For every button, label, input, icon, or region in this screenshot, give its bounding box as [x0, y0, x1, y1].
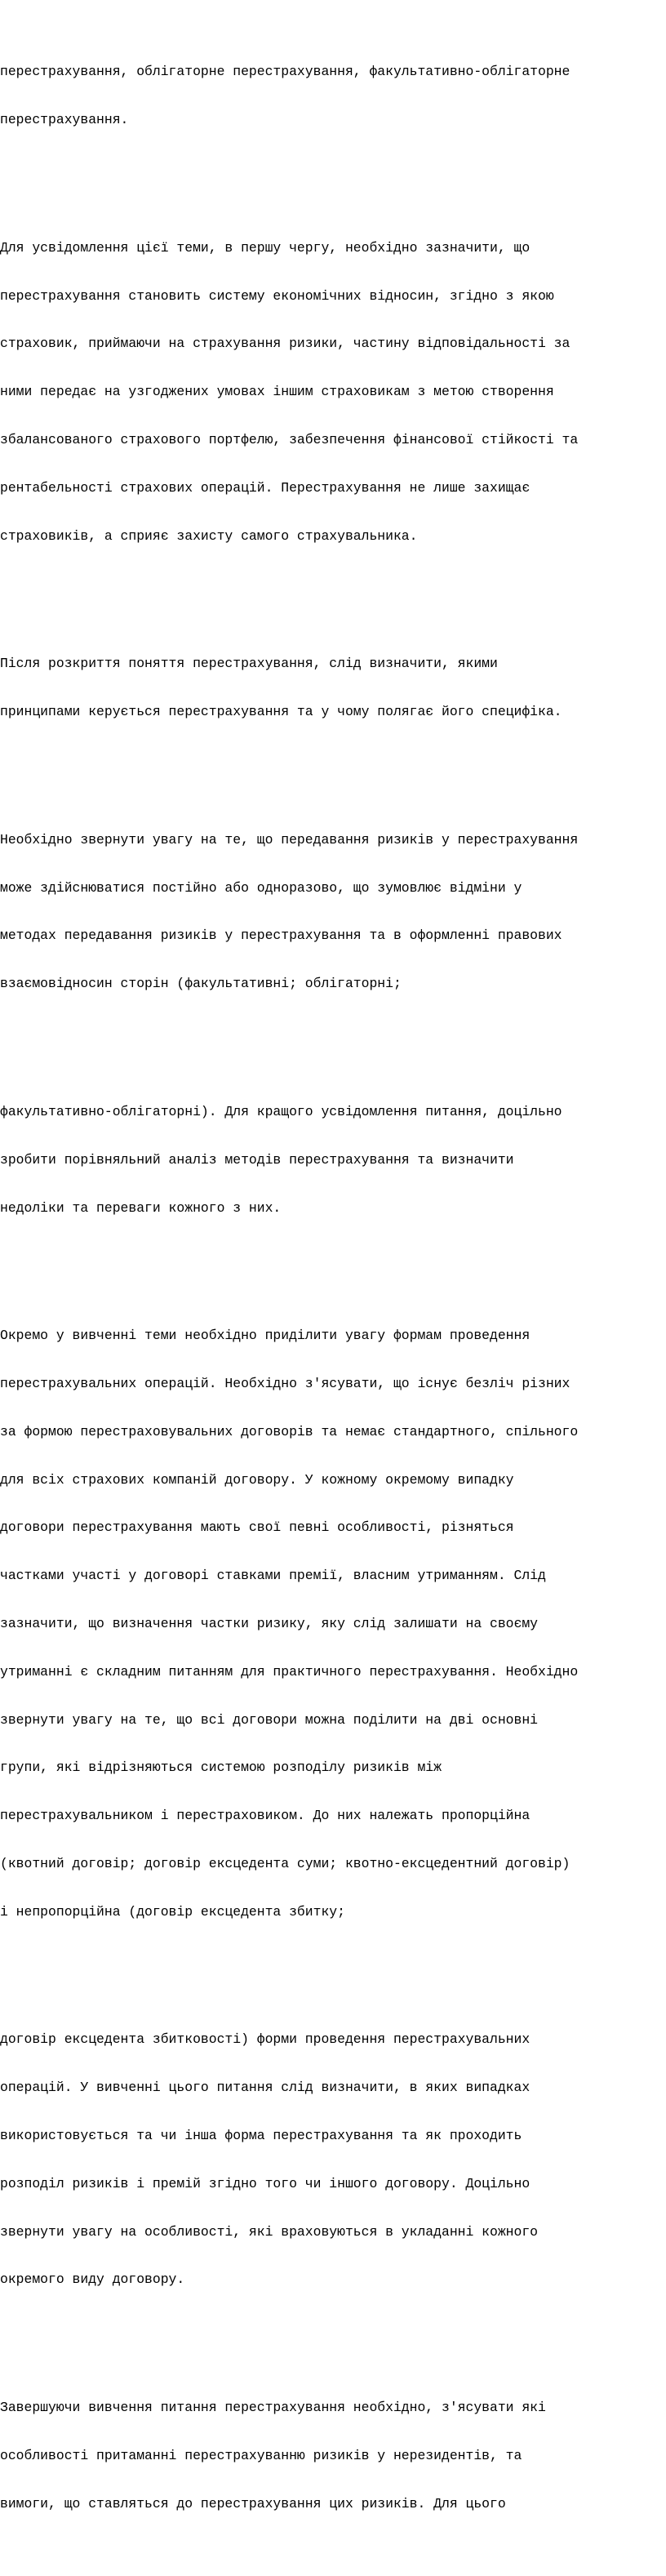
text-line: Окремо у вивченні теми необхідно приділити увагу формам проведення — [0, 1328, 531, 1344]
text-line: утриманні є складним питанням для практичного перестрахування. Необхідно — [0, 1663, 579, 1680]
paragraph-1 — [0, 32, 666, 160]
paragraph-6 — [0, 1296, 666, 1951]
text-line: Завершуючи вивчення питання перестрахування необхідно, з'ясувати які — [0, 2400, 546, 2416]
text-line: вимоги, що ставляться до перестрахування цих ризиків. Для цього — [0, 2495, 506, 2511]
text-line: зазначити, що визначення частки ризику, яку слід залишати на своєму — [0, 1615, 539, 1631]
text-line: перестрахувальних операцій. Необхідно з'ясувати, що існує безліч різних — [0, 1376, 571, 1392]
text-line: для всіх страхових компаній договору. У кожному окремому випадку — [0, 1471, 514, 1488]
text-line: і непропорційна (договір ексцедента збитку; — [0, 1903, 345, 1920]
text-line: перестрахування, облігаторне перестрахування, факультативно-облігаторне — [0, 64, 571, 80]
text-line: страховик, приймаючи на страхування ризики, частину відповідальності за — [0, 336, 571, 352]
text-line: операцій. У вивченні цього питання слід визначити, в яких випадках — [0, 2080, 531, 2096]
paragraph-4 — [0, 800, 666, 1024]
text-line: рентабельності страхових операцій. Перестрахування не лише захищає — [0, 479, 531, 496]
text-line: договори перестрахування мають свої певні особливості, різняться — [0, 1519, 514, 1536]
text-line: звернути увагу на особливості, які враховуються в укладанні кожного — [0, 2223, 539, 2240]
text-line: групи, які відрізняються системою розподілу ризиків між — [0, 1760, 442, 1776]
text-line: Для усвідомлення цієї теми, в першу чергу, необхідно зазначити, що — [0, 239, 531, 256]
paragraph-8 — [0, 2368, 666, 2544]
text-line: методах передавання ризиків у перестрахування та в оформленні правових — [0, 928, 562, 944]
text-line: Необхідно звернути увагу на те, що передавання ризиків у перестрахування — [0, 831, 579, 848]
text-line: перестрахувальником і перестраховиком. До них належать пропорційна — [0, 1808, 531, 1824]
text-line: недоліки та переваги кожного з них. — [0, 1199, 282, 1216]
text-line: збалансованого страхового портфелю, забезпечення фінансової стійкості та — [0, 432, 579, 448]
text-line: зробити порівняльний аналіз методів перестрахування та визначити — [0, 1151, 514, 1168]
text-line: договір ексцедента збитковості) форми проведення перестрахувальних — [0, 2031, 531, 2048]
text-line: частками участі у договорі ставками премії, власним утриманням. Слід — [0, 1568, 546, 1584]
text-line: розподіл ризиків і премій згідно того чи іншого договору. Доцільно — [0, 2175, 531, 2191]
text-line: за формою перестраховувальних договорів та немає стандартного, спільного — [0, 1423, 579, 1439]
text-line: Після розкриття поняття перестрахування, слід визначити, якими — [0, 656, 498, 672]
text-line: перестрахування становить систему економічних відносин, згідно з якою — [0, 287, 554, 304]
text-line: принципами керується перестрахування та у чому полягає його специфіка. — [0, 704, 562, 720]
paragraph-7 — [0, 2000, 666, 2320]
text-line: особливості притаманні перестрахуванню ризиків у нерезидентів, та — [0, 2447, 522, 2463]
text-line: ними передає на узгоджених умовах іншим страховикам з метою створення — [0, 384, 554, 400]
text-line: (квотний договір; договір ексцедента суми; квотно-ексцедентний договір) — [0, 1855, 571, 1871]
paragraph-3 — [0, 624, 666, 752]
text-line: перестрахування. — [0, 112, 129, 128]
text-line: страховиків, а сприяє захисту самого страхувальника. — [0, 527, 418, 544]
paragraph-5 — [0, 1072, 666, 1248]
paragraph-2 — [0, 208, 666, 576]
text-line: факультативно-облігаторні). Для кращого усвідомлення питання, доцільно — [0, 1103, 562, 1119]
text-line: окремого виду договору. — [0, 2271, 185, 2288]
text-line: може здійснюватися постійно або одноразово, що зумовлює відміни у — [0, 879, 522, 896]
text-line: взаємовідносин сторін (факультативні; облігаторні; — [0, 976, 402, 992]
text-line: використовується та чи інша форма перестрахування та як проходить — [0, 2127, 522, 2143]
text-line: звернути увагу на те, що всі договори можна поділити на дві основні — [0, 1711, 539, 1728]
